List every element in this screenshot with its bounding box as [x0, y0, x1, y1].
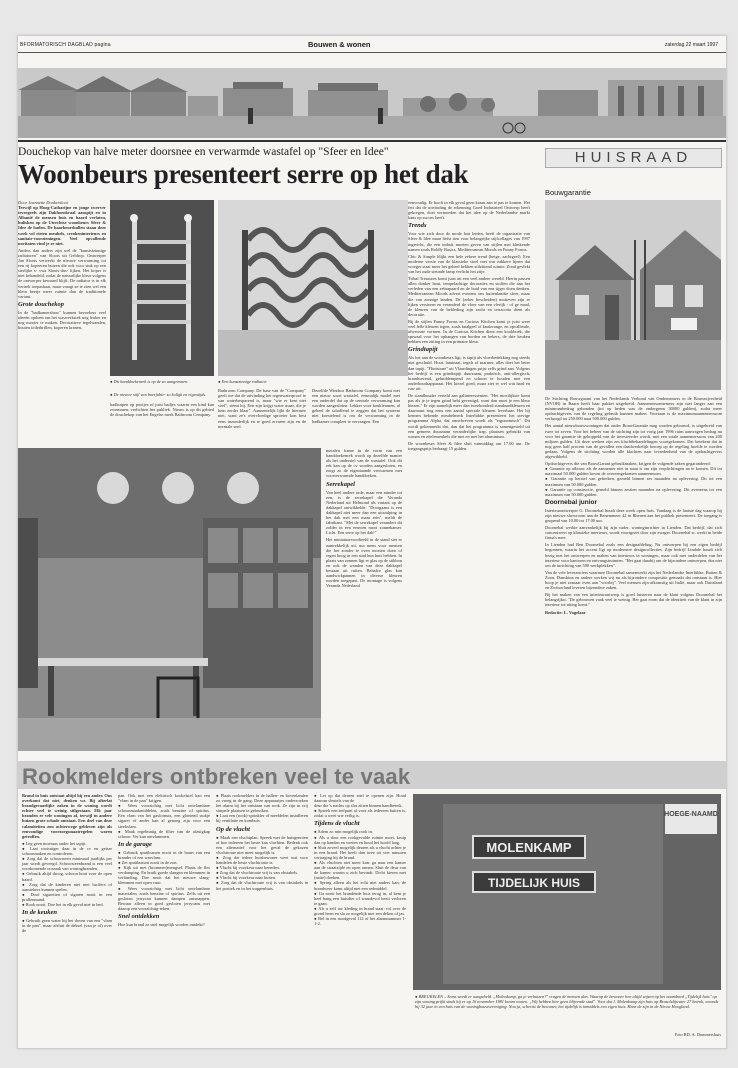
- caption-radiator: ● Een kunstzinnige radiator.: [218, 379, 267, 384]
- rook-item: ● Gebruik geen water bij het doven van een "vlam in de pan", maar afsluit de deksel (van je of) over de: [22, 918, 112, 933]
- article-paragraph: De woonbeurs Sfeer & Idee sluit vanmiddag om 17.00 uur. De toegangsprijs bedraagt 15 gulden.: [408, 440, 530, 451]
- sidebar-editor: Redactie: L. Vogelaar: [545, 610, 586, 616]
- subheading-trends: Trends: [408, 222, 427, 230]
- rook-item: ● Adem zo min mogelijk rook in.: [314, 829, 406, 834]
- subheading-grindtapijt: Grindtapijt: [408, 346, 438, 354]
- sidebar-paragraph: Doornebal werkte aanvankelijk bij zijn vader, woninginrichter in Lienden. Dat bedrijf, dat zich concentreert op klassieke interieurs, wordt voortgezet door zijn zwager. Doornebal sr. werkt in beide firma's mee.: [545, 525, 722, 541]
- article-column-4: [312, 388, 400, 424]
- page-header: [18, 36, 726, 52]
- subheading-vlucht: Op de vlucht: [216, 825, 250, 833]
- rook-column-2: [118, 793, 210, 927]
- rook-item: ● Als u zelf uw kleding in brand staat: rol over de grond heen en sla zo mogelijk met een deken of jas.: [314, 906, 406, 916]
- rook-item: ● Zet spuitbussen nooit in de zon.: [118, 860, 210, 865]
- rook-item: ● Sluit zoveel mogelijk deuren als u vlucht achter je in een brand. Het heeft dan twee tot vier minuten vertraging bij de brand.: [314, 845, 406, 860]
- rook-item: ● Zorg dat de kinderen niet met lucifers of aanstekers kunnen spelen.: [22, 882, 112, 892]
- rook-item: ● Ga nooit het brandende huis terug in, al bent je heel bang een huisdier of waardevol bezit verloren te gaan.: [314, 891, 406, 906]
- sidebar-heading-doornebal: Doornebal junior: [545, 498, 597, 506]
- rook-item: ● Wees voorzichtig met licht ontvlambare schoonmaakmiddelen, zoals benzine of spiritus. Een vlam van het gasfornuis, een gloeiend stukje sigaret of ander kan al genoeg zijn voor een steekvlam.: [118, 803, 210, 828]
- rook-item: ● Zorg dat iedere huisbewoner weet wat voor handelen de beste vluchtroute is.: [216, 855, 308, 865]
- towel-rack-illustration: [110, 200, 214, 376]
- article-lead: Terwijl op Hoog-Catharijne en jonge zwerver tevergeefs zijn Dakhoenkraal aanspijt en in Albanië de mensen huis en haard verlaten, bulishen op de Utrechtse woonbeurs Sfeer & Idee de baden. De haarbeursballen staan deze week vol rieten meubels, creokeninterieurs en sanitair-voorzieningen. Veel opvallende novitaten vind je er niet.: [18, 205, 106, 246]
- article-paragraph: In de "badkamershow" kunnen bezoekers veel ideeën opdoen om het waswerkstek nog leuker en nog mooier te maken. Decoratieve tegelwanden, houten toiletbrillen, koperen kranen,: [18, 309, 106, 331]
- subheading-serrekapel: Serrekapel: [326, 480, 355, 488]
- rook-item: ● Rook nooit. Doe het in elk geval niet in bed.: [22, 902, 112, 907]
- photo-credit: Foto RD, A. Dommershuis: [674, 1032, 721, 1037]
- photo-radiator: [218, 200, 408, 376]
- article-paragraph: eenvoudig. Er hooft in elk geval geen kraan aan te pas te komen. Het feit dat de uitvinding de erkenning Goed Industrieel Ontwerp heeft gekregen, doet vermoeden dat het idee op de Nederlandse markt kans op succes heeft.: [408, 200, 530, 221]
- rook-item: ● Maak regelmatig de filter van de afzuigkap schoon. Vet kan ontvlammen.: [118, 829, 210, 839]
- subheading-snel: Snel ontdekken: [118, 912, 160, 920]
- sidebar-paragraph: Van de vele leveranciers waarmee Doornebal samenwerkt zijn het Nederlandse Interlübke, Buiten & Zoon, Danskina en andere werken wij nu als bijzondere compositie gemaakt dat ontstaan is. Hier hoop je niet zomaar even aan "voorbij". Veel mensen zijn afkomstig uit Italië, maar ook Duitsland en Zwitserland leveren bijzondere zaken.: [545, 569, 722, 591]
- photo-molenkamp-house: [413, 794, 721, 990]
- rook-item: ● Zorg dat de vluchtroute vrij is van obstakels.: [216, 870, 308, 875]
- article-column-1: [18, 200, 106, 330]
- photo-interior: [18, 448, 321, 751]
- caption-style: ● De nieuwe stijl van boerfabie- zo koligk en eigentijds.: [110, 392, 207, 397]
- article-paragraph: Het miniatuurvoorbeeld in de stand siet er aantrekkelijk uit, ma mens voor mensen die het zonder te even moeten doen of regen hoog in een stad hun huis hebben. In plaats van zonnen ligt er glas op de stikbon en ook de wanden van deze dakkapel bestaan uit ruiten. Behalve glas kan aandwickpannen in diverse kleuren worden toegepast. De montage is volgens Veranda Nederland: [326, 537, 402, 589]
- rook-column-4: [314, 793, 406, 926]
- rook-item: ● Zorg dat de vluchtroute vrij is van obstakels in het portiek en in het trappenhuis.: [216, 880, 308, 890]
- article-paragraph: Tribal Treasures komt juist uit een veel andere wereld. Hierin passen allen donker hout, tempelachtige decoraties en stoffen die aan het verleden van een zebrapaard en de huid van een tijger doen denken. Mediterranean Moods advert evenens ons buitenlandse sfeer, maar die van zonnige landen. De (zeker bescheiden) motieven zijn er lijken versieren en veranderd de vloer van een vlerijk - of ge maal, de kleuren van de bekleding zijn zacht en terracotta dient als decoratie.: [408, 276, 530, 317]
- photo-towel-rack: [110, 200, 214, 376]
- rook-item: ● Spring alleen als het echt niet anders kan; de brandweer komt altijd met een redmiddel.: [314, 880, 406, 890]
- subheading-grote-douchekop: Grote douchekop: [18, 300, 65, 308]
- subheading-garage: In de garage: [118, 840, 152, 848]
- rook-item: ● Gebruik altijd droog, schoon hout voor de open haard.: [22, 871, 112, 881]
- molenkamp-illustration: [413, 794, 721, 990]
- sign-tijdelijk-huis: TIJDELIJK HUIS: [487, 876, 581, 890]
- rook-item: ● Laat rooisuiger daar in de cv en geiser schoonmaken en controleren.: [22, 846, 112, 856]
- rook-item: deur die 's nachts op slot zitten binnen handbereik.: [314, 803, 403, 809]
- article-paragraph: metalen frame in de vorm van een handdoekenrek wordt op dezelfde manier als het onderstel van de wastafel. Ook dit rek kan op de cv worden aangesloten, en zorgt zo de eigentaande verwarmen met voorverwarmde handdoeken.: [326, 448, 402, 479]
- article-paragraph: Als het aan de woonbeurs ligt, is tapijt als vloerbedekking nog steeds niet geschuld. Hout, laminaat, tegels of marmer, alles doet het beter dan tapijt. "Flintstone" uit Vlaardingen prijst zelfs grind aan. Volgens het bedrijf is een grindtapijt duurzaam, praktisch, anti-allergisch, brandwerend, geluiddempend en schoon te houden met een onderhoudsapparaat. Het kiezel goed, maar ziet er wel wat hard en ruw uit.: [408, 355, 530, 391]
- house-illustration: [545, 200, 721, 390]
- sidebar-paragraph: Interieurontwerper G. Doornebal houdt deze week open huis. Vandaag is de laatste dag waarop hij zijn nieuwe showroom aan de Benemmeer 42 in Rhenen aan het publiek presenteert. De toegang is geopend van 10.00 tot 17.00 uur.: [545, 507, 722, 523]
- caption-molenkamp: ● BREUKELEN – Soms wordt er aangebeld. „Molenkamp, ga je verhuizen?" vragen de mensen dan. Waarop de bewoner hen altijd wijzen op het naambord „Tijdelijk huis" op zijn woning prijkt sinds hij er op 16 november 1981 kwam wonen. „Wij hebben hier geen blijvende stad". Voor dat J. Molenkamp zijn huis op Braschdijwater 27 betrok, woonde hij 32 jaar in een huis van de woningbouwvereniging. Nou ja, schertst de bewoner, het tijdelijk is inmiddels een eigen huis. Haar de zijn in de Nieuw Hoogland.: [415, 994, 719, 1009]
- rook-item: ● Doof sigaretten of sigaren nooit in een prullenmand.: [22, 892, 112, 902]
- rook-item: ● Als u door een rookgevulde ruimte moet, kruip dan op handen en voeten en houd het hoofd laag.: [314, 835, 406, 845]
- banner-rule: [18, 140, 726, 142]
- subheading-keuken: In de keuken: [22, 909, 58, 917]
- section-title: Bouwen & wonen: [308, 40, 371, 49]
- sidebar-paragraph: Bij het maken van een interieurontwerp is goed luisteren naar de klant volgens Doornebal het belangrijkst. "De gebouwen vaak veel te weinig. Het gaat erom dat de identiteit van de klant in zijn interieur tot uiting komt.": [545, 592, 722, 608]
- huisraad-logo: HUISRAAD: [545, 148, 722, 168]
- article-paragraph: Dezelfde Windsor Bathroom Company komt met een nieuw soort wastafel, eenmalijk model met een onderdel dat op de centrale verwarming kan worden aangesloten. Lekker voor koukleumen, al geheel de schaffend te zeggen dat het systeem niet koestelend is om de verwarming in de badkamer compleet te vervangen. Een: [312, 388, 400, 424]
- issue-date: zaterdag 22 maart 1997: [664, 42, 718, 48]
- article-paragraph: Van heel andere orde, maar een minder tot een, is de serrekapel die Veranda Nederland uit Helmond als variant op de dakkapel ontwikkelde. "Doorgaans is een dakkapel niet meer dan een uitstulping in het dak met een mam erin", meldt de fabrikant. "Met de serrekapel verandert dit zolder in een eeuwen mooi zonnekamer. Licht. Een serre op het dak!": [326, 489, 402, 536]
- sidebar-bullet: ● Garantie op afbouw als de aannemer niet in staat is om zijn verplichtingen na te komen. Dit tot maximaal 50.000 gulden boven de overeengekomen aanneemsom.: [545, 466, 722, 476]
- rook-item: ● Bel in een noodgeval 112 of het alarmnummer 1-1-2.: [314, 916, 406, 926]
- radiator-illustration: [218, 200, 408, 376]
- article-paragraph: De standhouder verteld aan galinteressenten: "Het moeilijkste komt pas als je je tegen grind hebt gevestigd, want dan moet je een kleur kiezen." Er zijn namelijk meer dan tweehonderd standaardkleuren en daarnaast nog eens een aantal speciale kleuren leverbaar. Het bij kennen bekende meubelmerk Interlübke presenteert het stevige programma Alpha, dat omschreven wordt als "ergonomisch". Dit wordt gekenmerkt dat, dan dat het programma is samengesteld uit een gemeen duurzaam veranderlijke trap, plaatsen gebruikt van wonen en zitelemeubels die met en met het aluminium.: [408, 393, 530, 439]
- sidebar-paragraph: Opdrachtgevers die van BouwGarant gebruikmaken, krijgen de volgende zaken gegarandeerd:: [545, 461, 711, 467]
- rook-item: ● Maak een vluchtplan. Spreek met de huisgenoten af hoe iedereen het beste kan vluchten. Bedenk ook een alternatief voor het geval de gekozen vluchtroute niet meer mogelijk is.: [216, 835, 308, 855]
- article-column-3: [218, 388, 306, 429]
- photo-house-construction: [545, 200, 721, 390]
- article-column-4b: [326, 448, 402, 588]
- rook-item: ● Spreek een trefpunt af voor als iedereen buiten is, zodat u weet wie veilig is.: [314, 808, 406, 818]
- interior-illustration: [18, 448, 321, 751]
- caption-towel-rack: ● Dit handdoekenrek is op de zo aangezonen.: [110, 379, 189, 384]
- article-column-2: [110, 402, 214, 417]
- rook-item: ● Plaats rookmelders in de hallen- en bovenlanden zo vroeg in de gang. Deze apparaatjes onderzoeken het alarm bij het ontstaan van rook. Ze zijn in vrij simpele plaatsen te gebruiken.: [216, 793, 308, 813]
- houses-banner-svg: [18, 68, 726, 138]
- subheading-tijdens: Tijdens de vlucht: [314, 820, 360, 828]
- rook-item: ● Gebruik spuitbussen nooit in de buurt van een brander of een wasvlam.: [118, 850, 210, 860]
- rook-lead: Brand in huis ontstaat altijd bij een ander. Ons overkomt dat niet, denken we. Bij afterlat brandgevaarlijke zaken in de woning wordt echter veel te weinig stilgestaan. Elk jaar branden er vele woningen af, terwijl in andere huizen grote schade ontstaat. Een deel van deze calamiteiten zou achterwege gebleven zijn als eenvoudige voorzorgsmaatregelen waren getroffen.: [22, 793, 112, 839]
- sidebar-heading-bouwgarantie: Bouwgarantie: [545, 188, 591, 197]
- article-paragraph: Bathroom Company. De base van de "Company" geeft toe dat de uitvinding het regenwaterproof te van waterbesparend is, maar "wie er kent niet veel", stemt hij. Een zijn krijgt water maar, die je hem eerder klaar". Aannemelijk lijkt de hiermee niet, want ze's overvloedige sproeier kon best eens inzonderlijk en te goed ervaren zijn en de normale snel.: [218, 388, 306, 429]
- rook-item: Hoe kun brand zo snel mogelijk worden ontdekt?: [118, 921, 205, 927]
- article-paragraph: Voor wie zich door de mode laat leiden, heeft de organisatie van Sfeer & Idee maar liefst tien voor belangrijke stijlcollages van 1997 ingericht, die een indruk moeten geven van stijlen met klinkende namen zoals Boldly Basics, Mediterranean Moods en Funny Forms.: [408, 231, 530, 252]
- huisraad-sidebar: [537, 146, 726, 746]
- article-paragraph: Anders dan anders zijn wel de "kunststzinnige radiatoren" van Sloots uit Geldrop. Ontwerper Jan Sloots verwerkt de nieuwe verwarming tot een rij kopeeren buizen die ook voor stuk op een sierlijke s- vwa Sloots-dus- lijken. Het koper is niet behandeld, zodat de natuurlijke kleur volgens de ontwerper bewaard blijft. De radiator is in elk vertrek toepasbaar, maar vraagt ze te zien wel een klein beetje meer ruimte dan de traditionele variant.: [18, 247, 106, 299]
- article-paragraph: Chic & Simple blijkt een hele zekere trend (beige, zachtgeel). Een moderne versie van de klassieke stoel met wat zakkere lijnen dat vroeger staat meer het geheel hebben stilzittend ruimte. Zond gevlekt van het oude steunde lamp verlicht het zitje.: [408, 253, 530, 275]
- rook-item: ● Vlucht bij voorkeur naar beneden.: [216, 865, 308, 870]
- sidebar-paragraph: Het aantal nieuwbouwwoningen dat onder BouwGarantie mag worden gebouwd, is uitgebreid van twee tot zeven. Voor het beheer van de stichting zijn tot vorig jaar 1996 ruim aanvragen bedrag nu voor het garantie de gekoppeld van de investeerder wordt, met een totale aannemerssom van 200 miljoen gulden. Uit deze werken zijn zes klachtbehandelingen voortgekomen. Dat betekent dat in nog geen half procent van de gevallen een daadwerkelijk beroep op de regeling hoefde te worden gedaan. Volgens de stichting worden alle klachten naar tevredenheid van de opdrachtgevers afgewikkeld.: [545, 423, 722, 460]
- article-column-5: [408, 200, 530, 451]
- article-paragraph: badkuipen op pootjes of juist badjes waarin een kind kan zwemmen, verlichten het publiek. Nieuw is op dit gebied de douchekop van het Engelse merk Bathroom Company.: [110, 402, 214, 418]
- rook-column-1: [22, 793, 112, 933]
- rook-item: ● Vlucht bij voorkeur naar buiten.: [216, 875, 308, 880]
- rook-item: ● Als vluchten niet meer kan: ga naar een kamer aan de straatzijde en open ramen. Sluit de deur van de kamer waarin u zich bevindt. Dicht kieren met (natte) doeken.: [314, 860, 406, 880]
- rook-item: ● Zorg dat de schoorsteen minimaal jaarlijks per jaar wordt geveegd. Schoorsteenbrand is een veel voorkomende oorzaak van woningbranden.: [22, 856, 112, 871]
- header-rule: [18, 52, 726, 53]
- rook-item: ● Kijk uit met (brommer)mengsel. Plaats de fles verdamping. En bruik goede slangen en klemmen in verbinding. Doe nooit dat het nieuwe slang-klemmen met open vuur.: [118, 865, 210, 885]
- article-headline: Woonbeurs presenteert serre op het dak: [18, 159, 469, 189]
- rook-item: ● Laat een (rook)-sprinkler of meeldelen installeren bij ventilatie en kombuis.: [216, 813, 308, 823]
- newspaper-page: [17, 35, 727, 1049]
- rook-column-3: [216, 793, 308, 891]
- sidebar-bullet: ● Garantie op herstel van gebreken, gemeld binnen zes maanden na oplevering. Dit tot een maximum van 50.000 gulden.: [545, 476, 722, 486]
- section-banner-illustration: [18, 68, 726, 138]
- article-subhead: Douchekop van halve meter doorsnee en verwarmde wastafel op "Sfeer en Idee": [18, 146, 389, 158]
- sidebar-bullet: ● Garantie op constructie, gemeld binnen zestien maanden na oplevering. Dit eveneens tot een maximum van 50.000 gulden.: [545, 487, 722, 497]
- sidebar-paragraph: De Stichting Bouwgarant van het Nederlands Verbond van Ondernemers in de Bouwnijverheid (NVOB) in Baarn heeft haar pakket uitgebreid. Aannemersonnemers zijn niet langer aan een minimumbedrag gebonden (tot op heden was de ondergrens 30000 gulden), zodat meer opdrachtgevers van de regeling gebruik kunnen maken. Voortaan is de maximumaannemerssom verhoogd tot 250.000 naar 500.000 gulden.: [545, 396, 722, 422]
- rook-item: ● Let op dat deuren snel te openen zijn. Houd daarom sleutels van de: [314, 793, 406, 803]
- article-paragraph: Bij de stijlen Funny Forms en Curious Kitchen komt je juist weer veel felle kleuren tegen, zoals knalgeel of knalorange, en opvallende, afwerzate vormen. In de Curious Kitchen dient een kookboek, die sprwaal voor het ophangen van borden en bekers, de drie keuken hebben een zitting in een primaire kleur.: [408, 318, 530, 345]
- paper-name: BFORMATORISCH DAGBLAD pagina: [20, 42, 111, 48]
- rook-item: ● Wees voorzichtig met licht ontvlambare materialen, zoals benzine of spiritus. Zelfs uit een gesloten jerrycan kunnen dampen ontsnappen. Bewaar alleen in goed gesloten jerrycans met daarop een voorzichtig-teken.: [118, 886, 210, 911]
- rook-item: pan. Ook met een elektrisch kookelstel kan een "vlam in de pan" krijgen.: [118, 793, 210, 804]
- sign-molenkamp: MOLENKAMP: [486, 840, 572, 855]
- byline: Door Jeannette Donkersloot: [18, 200, 68, 205]
- rook-item: ● Leg geen moeraas onder het tapijt.: [22, 841, 112, 846]
- sidebar-text: [545, 396, 722, 616]
- sidebar-paragraph: In Lienden had Ben Doornebal zoals een designafdeling. Nu ontwerpen hij een eigen bedrijf begonnen, waarin het accent ligt op modernere designcollecties. Zijn bedrijf Lindale houdt zich bezig met het ontwerpen en maken van interieurs in woningen, maar ook met onderdelen van het interieur voor kantoren en ontvangstruimten. "Het gaat daarbij om de bijzondere ontwerpen, dus niet om de inrichting van 500 werkplekken".: [545, 542, 722, 568]
- badge-hoegenaamd: HOEGE-NAAMD: [664, 811, 718, 818]
- rookmelders-headline: Rookmelders ontbreken veel te vaak: [22, 764, 411, 789]
